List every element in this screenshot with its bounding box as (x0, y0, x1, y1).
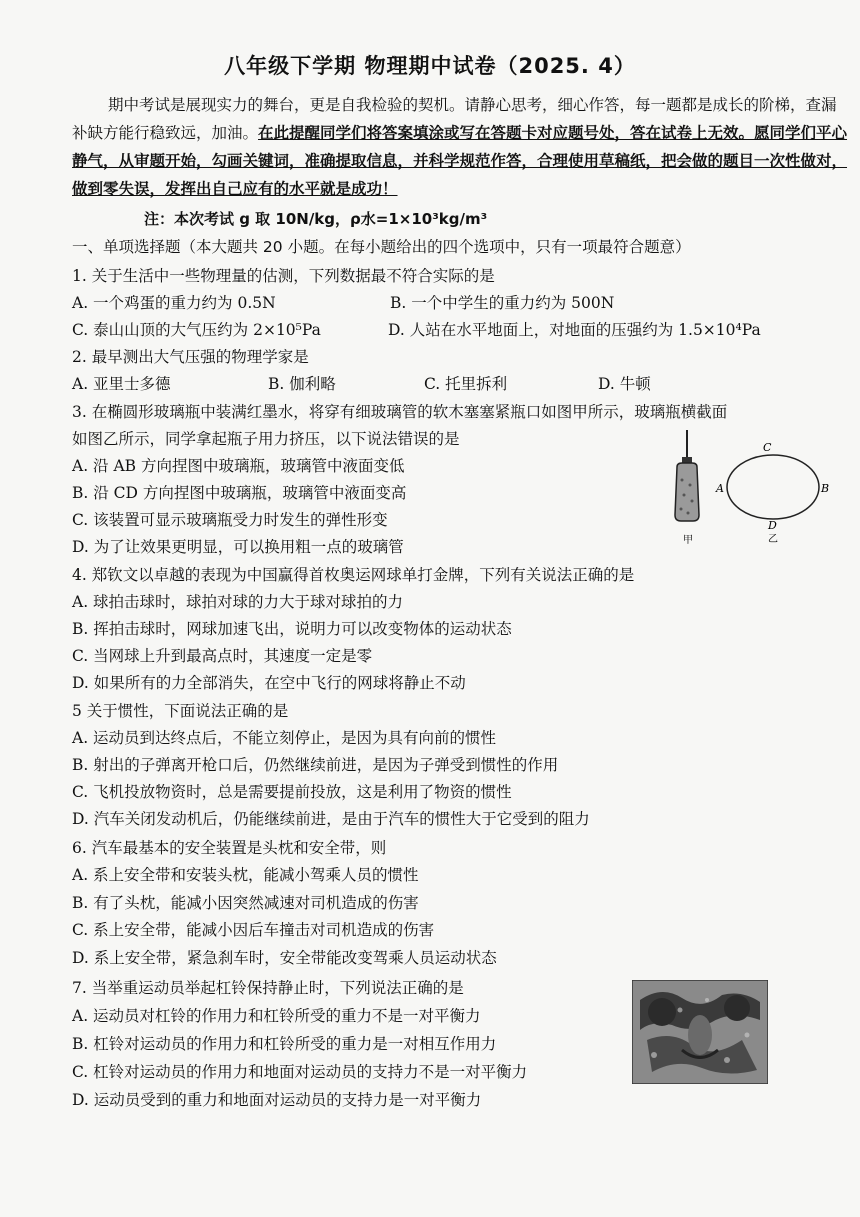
q2-option-d: D. 牛顿 (598, 375, 651, 393)
q1-option-c: C. 泰山山顶的大气压约为 2×10⁵Pa (72, 321, 321, 339)
q4-option-b: B. 挥拍击球时，网球加速飞出，说明力可以改变物体的运动状态 (72, 620, 512, 638)
section-heading: 一、单项选择题（本大题共 20 小题。在每小题给出的四个选项中，只有一项最符合题意） (72, 238, 691, 256)
q3-stem-line1: 3. 在椭圆形玻璃瓶中装满红墨水，将穿有细玻璃管的软木塞塞紧瓶口如图甲所示，玻璃瓶横截面 (72, 403, 728, 421)
q2-option-a: A. 亚里士多德 (72, 375, 171, 393)
label-b: B (821, 482, 830, 495)
q7-option-a: A. 运动员对杠铃的作用力和杠铃所受的重力不是一对平衡力 (72, 1007, 481, 1025)
q5-option-b: B. 射出的子弹离开枪口后，仍然继续前进，是因为子弹受到惯性的作用 (72, 756, 559, 774)
q5-option-c: C. 飞机投放物资时，总是需要提前投放，这是利用了物资的惯性 (72, 783, 512, 801)
q3-option-b: B. 沿 CD 方向捏图中玻璃瓶，玻璃管中液面变高 (72, 484, 407, 502)
label-c: C (763, 441, 772, 454)
q4-option-c: C. 当网球上升到最高点时，其速度一定是零 (72, 647, 373, 665)
label-a: A (716, 482, 724, 495)
intro-paragraph (72, 92, 848, 203)
bottle-figure (675, 430, 699, 546)
q6-option-a: A. 系上安全带和安装头枕，能减小驾乘人员的惯性 (72, 866, 419, 884)
q3-figure (655, 425, 830, 550)
q5-option-a: A. 运动员到达终点后，不能立刻停止，是因为具有向前的惯性 (72, 729, 497, 747)
exam-title: 八年级下学期 物理期中试卷（2025. 4） (224, 54, 636, 78)
q7-stem: 7. 当举重运动员举起杠铃保持静止时，下列说法正确的是 (72, 979, 464, 997)
q4-stem: 4. 郑钦文以卓越的表现为中国赢得首枚奥运网球单打金牌，下列有关说法正确的是 (72, 566, 635, 584)
q6-option-c: C. 系上安全带，能减小因后车撞击对司机造成的伤害 (72, 921, 435, 939)
cross-section-figure (715, 441, 829, 545)
q7-option-b: B. 杠铃对运动员的作用力和杠铃所受的重力是一对相互作用力 (72, 1035, 497, 1053)
q7-option-c: C. 杠铃对运动员的作用力和地面对运动员的支持力不是一对平衡力 (72, 1063, 528, 1081)
q1-option-d: D. 人站在水平地面上，对地面的压强约为 1.5×10⁴Pa (388, 321, 761, 339)
q3-stem-line2: 如图乙所示，同学拿起瓶子用力挤压，以下说法错误的是 (72, 430, 460, 448)
q1-stem: 1. 关于生活中一些物理量的估测，下列数据最不符合实际的是 (72, 267, 495, 285)
q1-option-a: A. 一个鸡蛋的重力约为 0.5N (72, 294, 276, 312)
q3-option-d: D. 为了让效果更明显，可以换用粗一点的玻璃管 (72, 538, 404, 556)
q6-stem: 6. 汽车最基本的安全装置是头枕和安全带，则 (72, 839, 387, 857)
q3-option-c: C. 该装置可显示玻璃瓶受力时发生的弹性形变 (72, 511, 388, 529)
q3-option-a: A. 沿 AB 方向捏图中玻璃瓶，玻璃管中液面变低 (72, 457, 405, 475)
q2-stem: 2. 最早测出大气压强的物理学家是 (72, 348, 309, 366)
q5-option-d: D. 汽车关闭发动机后，仍能继续前进，是由于汽车的惯性大于它受到的阻力 (72, 810, 590, 828)
weightlifter-photo (632, 980, 768, 1084)
q1-option-b: B. 一个中学生的重力约为 500N (390, 294, 615, 312)
exam-note: 注：本次考试 g 取 10N/kg，ρ水=1×10³kg/m³ (144, 210, 488, 228)
label-jia: 甲 (683, 535, 693, 546)
label-d: D (768, 519, 777, 532)
q7-option-d: D. 运动员受到的重力和地面对运动员的支持力是一对平衡力 (72, 1091, 482, 1109)
label-yi: 乙 (768, 534, 778, 545)
intro-underlined-text: 在此提醒同学们将答案填涂或写在答题卡对应题号处，答在试卷上无效。愿同学们平心静气，从审题开始，勾画关键词，准确提取信息，并科学规范作答，合理使用草稿纸，把会做的题目一次性做对，做到零失误，发挥出自己应有的水平就是成功！ (72, 123, 848, 198)
q6-option-b: B. 有了头枕，能减小因突然减速对司机造成的伤害 (72, 894, 419, 912)
q5-stem: 5 关于惯性，下面说法正确的是 (72, 702, 289, 720)
q4-option-a: A. 球拍击球时，球拍对球的力大于球对球拍的力 (72, 593, 404, 611)
q6-option-d: D. 系上安全带，紧急刹车时，安全带能改变驾乘人员运动状态 (72, 949, 497, 967)
q2-option-c: C. 托里拆利 (424, 375, 508, 393)
q2-option-b: B. 伽利略 (268, 375, 336, 393)
q4-option-d: D. 如果所有的力全部消失，在空中飞行的网球将静止不动 (72, 674, 466, 692)
intro-plain-text: 期中考试是展现实力的舞台，更是自我检验的契机。请静心思考，细心作答，每一题都是成长的阶梯，查漏补缺方能行稳致远，加油。 (72, 96, 837, 142)
